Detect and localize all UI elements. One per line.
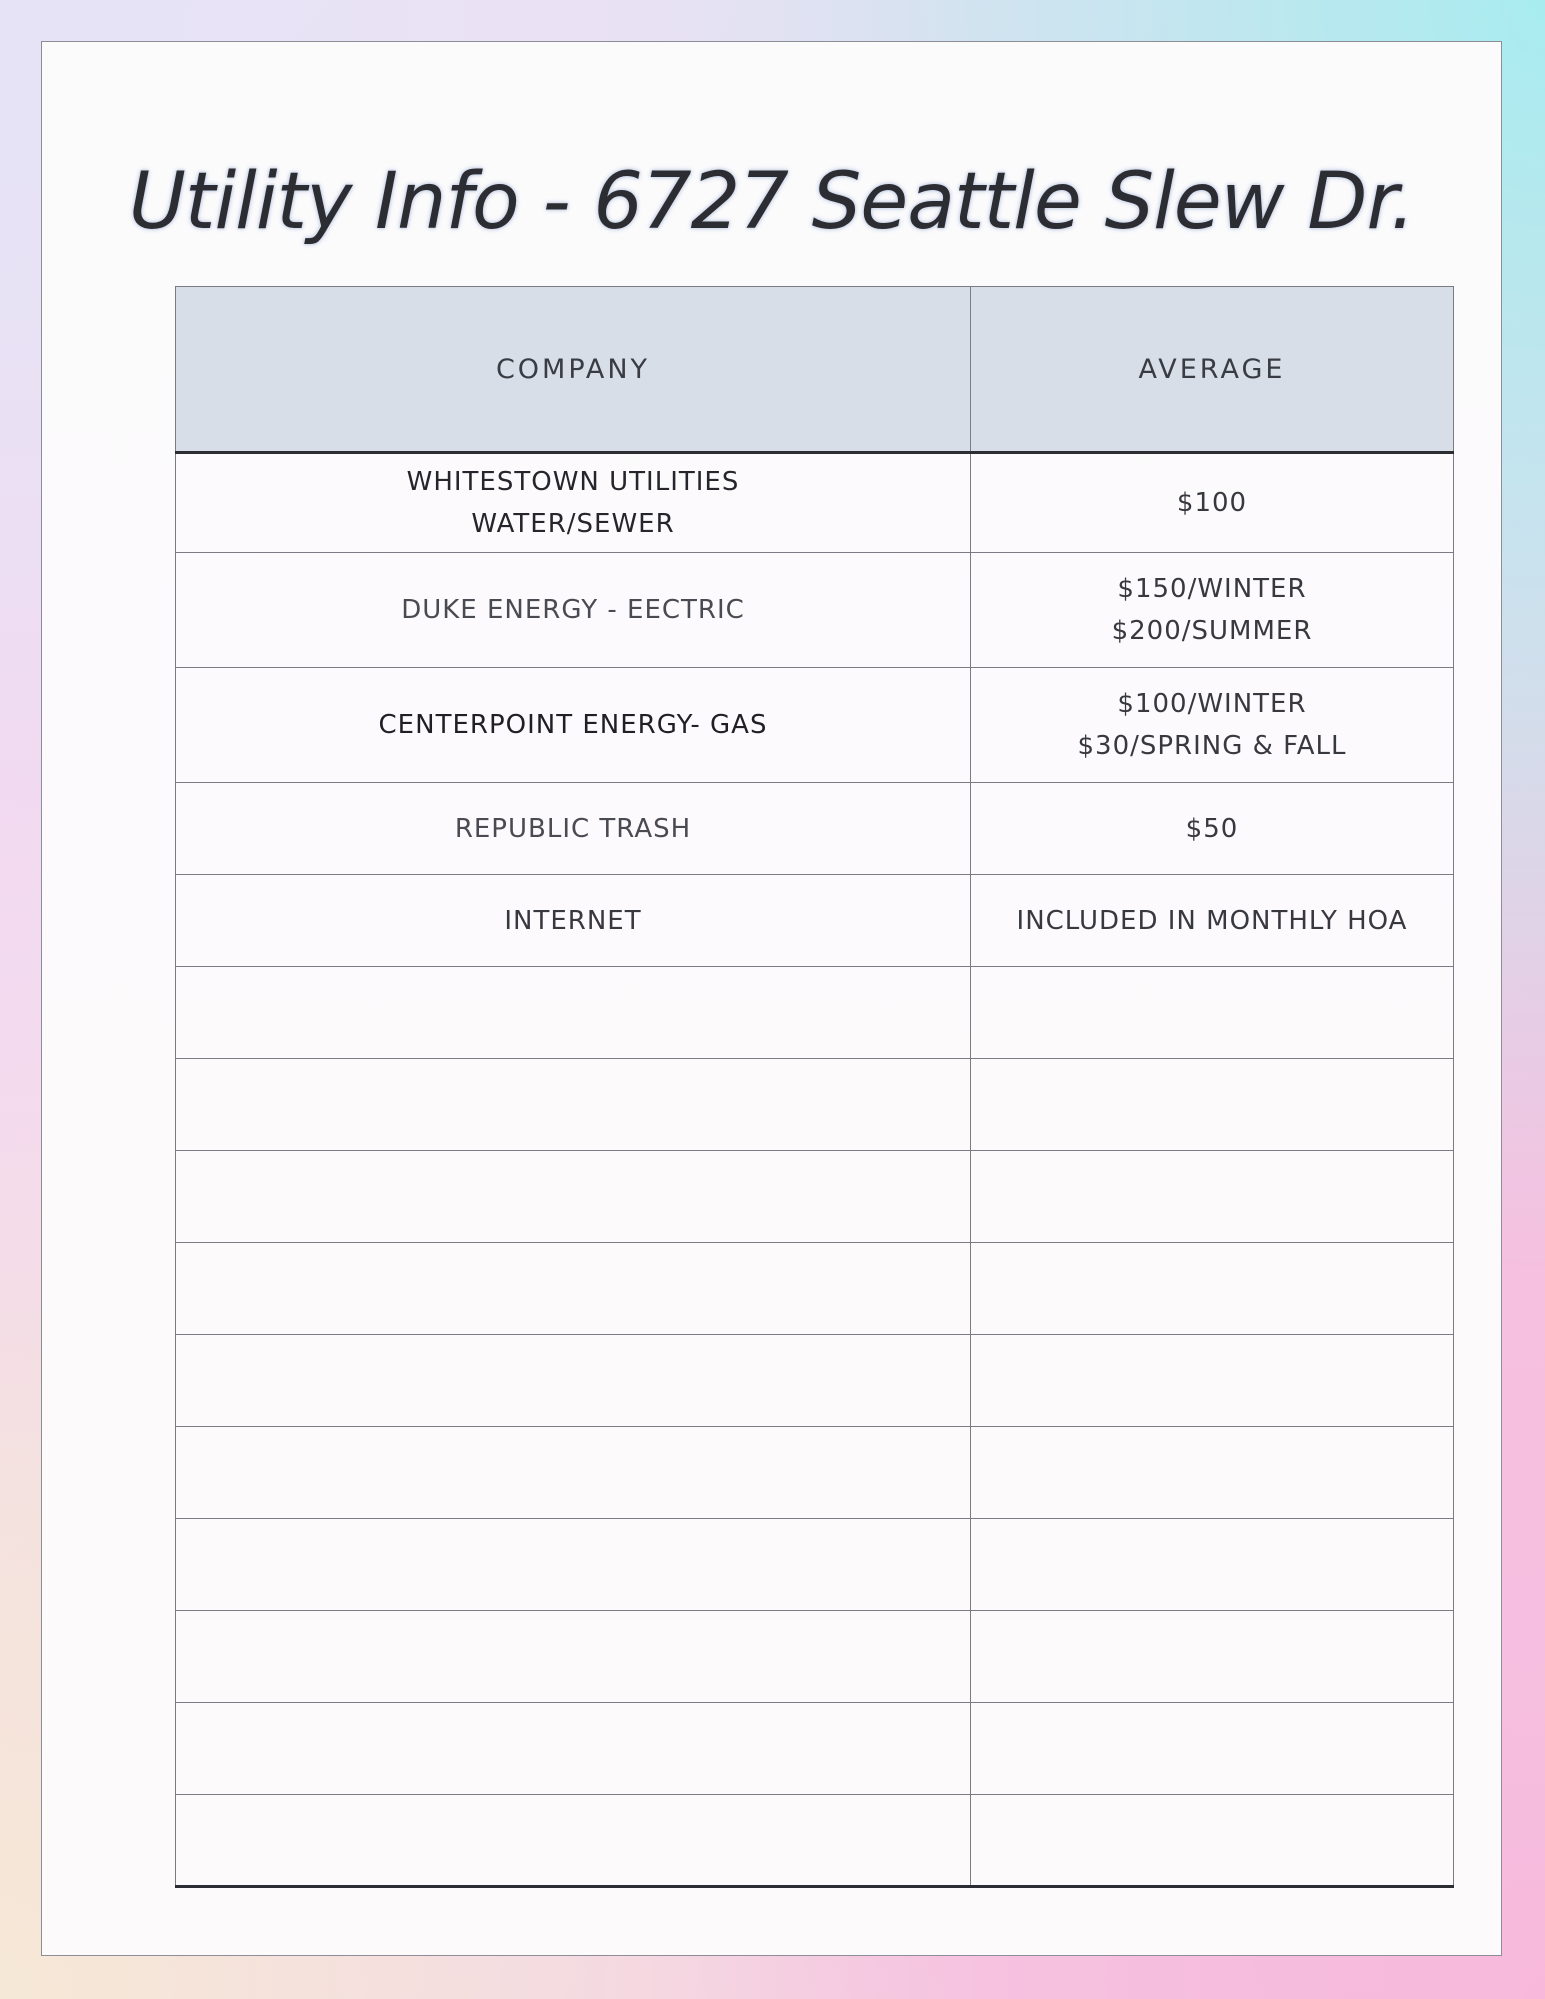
table-header-row [176, 287, 1454, 453]
company-text-line: DUKE ENERGY - EECTRIC [401, 595, 745, 625]
document-sheet [41, 41, 1502, 1956]
average-cell [971, 453, 1454, 553]
table-row-empty [176, 1795, 1454, 1887]
average-text-line: INCLUDED IN MONTHLY HOA [1016, 905, 1408, 936]
page-title: Utility Info - 6727 Seattle Slew Dr. [128, 157, 1415, 247]
table-row-empty [176, 1611, 1454, 1703]
average-text-line: $100/WINTER [1117, 689, 1307, 719]
company-cell [176, 875, 971, 967]
table-row [176, 668, 1454, 783]
table-row-empty [176, 967, 1454, 1059]
company-cell [176, 453, 971, 553]
table-row-empty [176, 1243, 1454, 1335]
company-text-line: REPUBLIC TRASH [454, 813, 692, 844]
table-row-empty [176, 1427, 1454, 1519]
table-row-empty [176, 1519, 1454, 1611]
average-text-line: $150/WINTER [1117, 574, 1307, 604]
average-cell [971, 553, 1454, 668]
table-row-empty [176, 1059, 1454, 1151]
average-cell [971, 1795, 1454, 1887]
table-row [176, 553, 1454, 668]
company-cell [176, 668, 971, 783]
table-row [176, 783, 1454, 875]
average-cell [971, 1151, 1454, 1243]
average-cell [971, 1611, 1454, 1703]
average-text-line: $50 [1185, 813, 1239, 844]
company-cell [176, 1335, 971, 1427]
company-text-line: WHITESTOWN UTILITIES [406, 467, 740, 497]
average-cell [971, 1703, 1454, 1795]
average-cell [971, 875, 1454, 967]
company-cell [176, 1611, 971, 1703]
column-header-company: COMPANY [176, 287, 971, 453]
average-cell [971, 967, 1454, 1059]
average-cell [971, 1427, 1454, 1519]
average-cell [971, 1335, 1454, 1427]
company-cell [176, 967, 971, 1059]
average-cell [971, 1519, 1454, 1611]
average-cell [971, 1059, 1454, 1151]
average-cell [971, 1243, 1454, 1335]
company-cell [176, 1795, 971, 1887]
company-text-line: INTERNET [504, 905, 642, 936]
company-cell [176, 1703, 971, 1795]
company-text-line: WATER/SEWER [471, 509, 675, 539]
company-cell [176, 553, 971, 668]
company-text-line: CENTERPOINT ENERGY- GAS [378, 710, 768, 740]
utility-table [175, 286, 1454, 1888]
company-cell [176, 1243, 971, 1335]
table-row [176, 453, 1454, 553]
average-text-line: $100 [1176, 488, 1248, 518]
company-cell [176, 1151, 971, 1243]
table-row [176, 875, 1454, 967]
average-text-line: $200/SUMMER [1111, 616, 1313, 646]
average-text-line: $30/SPRING & FALL [1077, 731, 1347, 761]
company-cell [176, 1427, 971, 1519]
company-cell [176, 1059, 971, 1151]
company-cell [176, 1519, 971, 1611]
average-cell [971, 783, 1454, 875]
average-cell [971, 668, 1454, 783]
company-cell [176, 783, 971, 875]
column-header-average: AVERAGE [971, 287, 1454, 453]
table-row-empty [176, 1335, 1454, 1427]
table-row-empty [176, 1151, 1454, 1243]
table-row-empty [176, 1703, 1454, 1795]
